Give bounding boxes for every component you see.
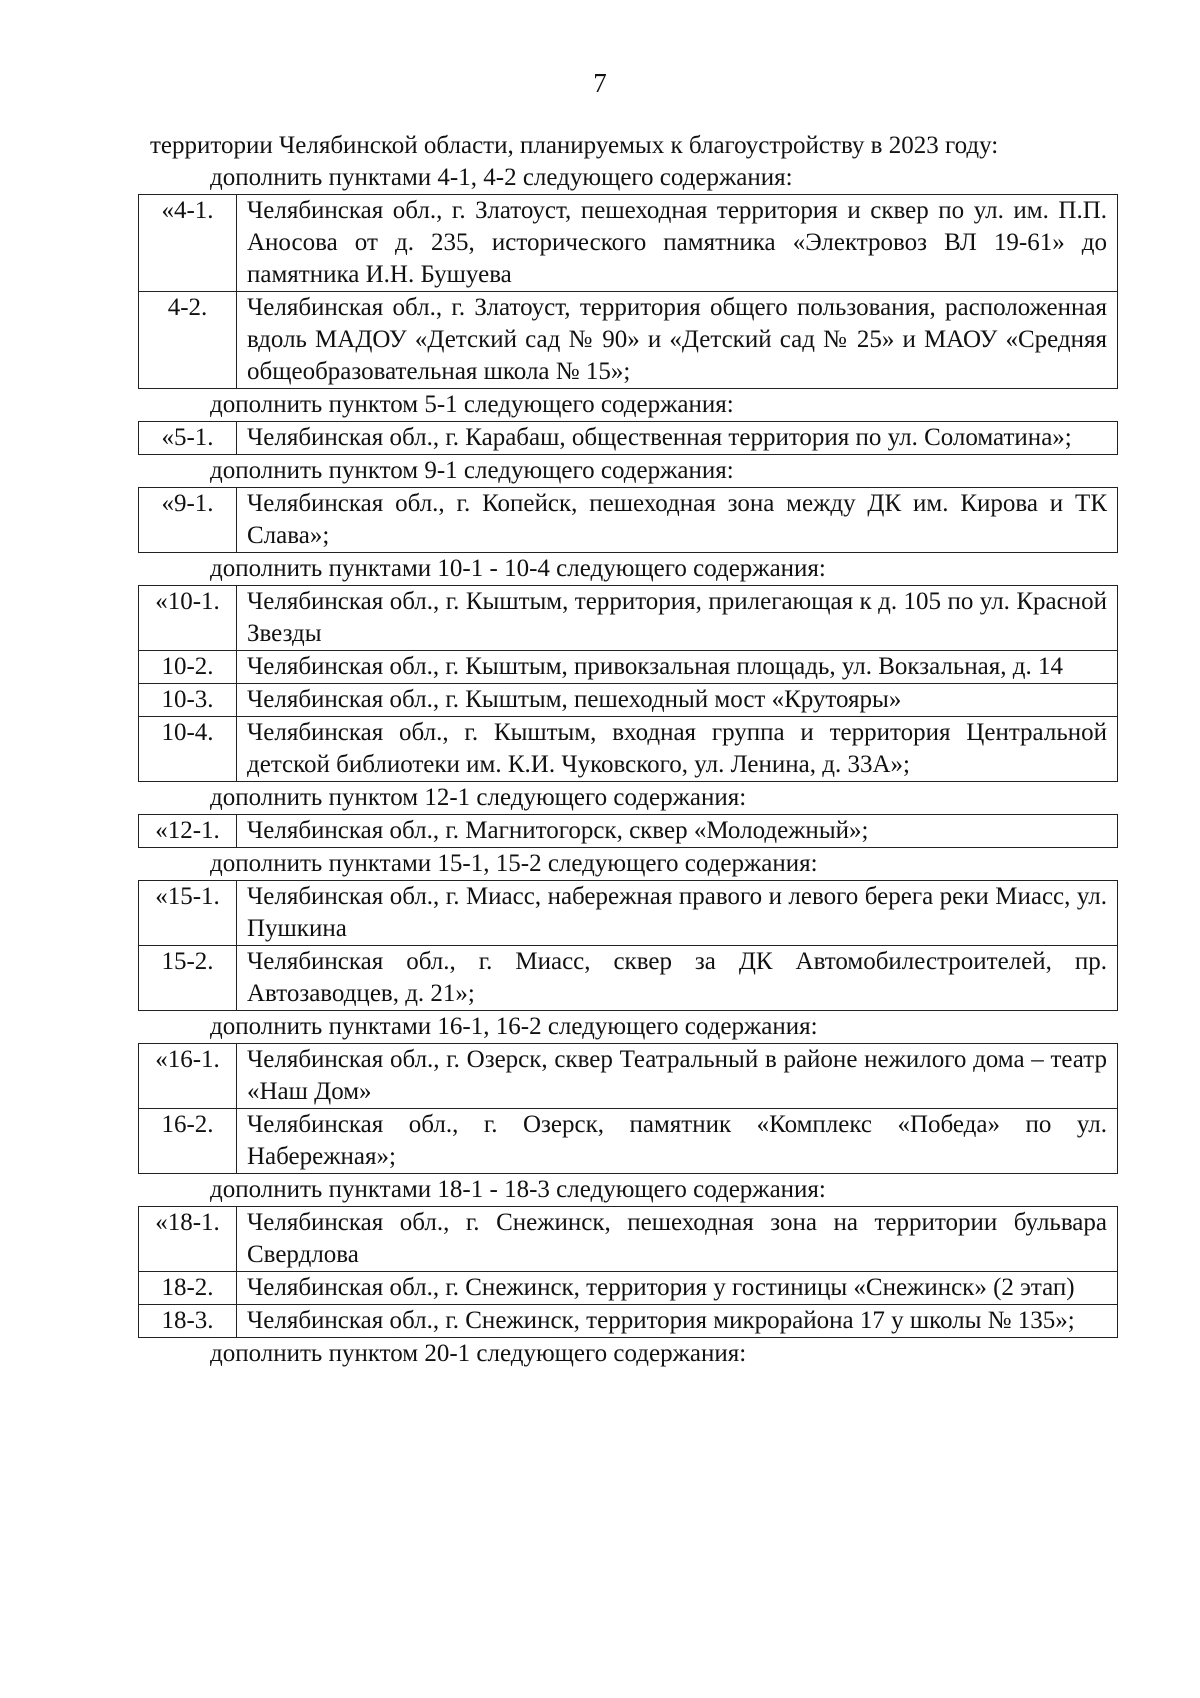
item-description: Челябинская обл., г. Златоуст, пешеходная территория и сквер по ул. им. П.П. Аносова от д. 235, исторического памятника «Электровоз ВЛ 19-61» до памятника И.Н. Бушуева [237,195,1118,292]
table-row [139,815,1118,848]
item-description: Челябинская обл., г. Миасс, сквер за ДК Автомобилестроителей, пр. Автозаводцев, д. 21»; [237,946,1118,1011]
item-description: Челябинская обл., г. Снежинск, пешеходная зона на территории бульвара Свердлова [237,1207,1118,1272]
table-row [139,586,1118,651]
item-description: Челябинская обл., г. Кыштым, входная группа и территория Центральной детской библиотеки им. К.И. Чуковского, ул. Ленина, д. 33А»; [237,717,1118,782]
item-number: «10-1. [139,586,237,651]
table-row [139,1207,1118,1272]
item-number: 18-3. [139,1305,237,1338]
table-row [139,717,1118,782]
amendment-sections [138,162,1118,1370]
item-number: 4-2. [139,292,237,389]
item-number: «16-1. [139,1044,237,1109]
table-row [139,1109,1118,1174]
item-description: Челябинская обл., г. Озерск, сквер Театральный в районе нежилого дома – театр «Наш Дом» [237,1044,1118,1109]
item-description: Челябинская обл., г. Озерск, памятник «Комплекс «Победа» по ул. Набережная»; [237,1109,1118,1174]
item-number: 18-2. [139,1272,237,1305]
item-description: Челябинская обл., г. Кыштым, пешеходный мост «Крутояры» [237,684,1118,717]
table-row [139,422,1118,455]
amendment-instruction: дополнить пунктами 16-1, 16-2 следующего содержания: [210,1013,818,1040]
table-row [139,1044,1118,1109]
item-number: 15-2. [139,946,237,1011]
table-row [139,1305,1118,1338]
items-table [138,1206,1118,1338]
item-number: «15-1. [139,881,237,946]
items-table [138,585,1118,782]
item-description: Челябинская обл., г. Снежинск, территория микрорайона 17 у школы № 135»; [237,1305,1118,1338]
page-number: 7 [593,68,607,98]
amendment-instruction: дополнить пунктом 12-1 следующего содержания: [210,784,747,811]
table-row [139,881,1118,946]
item-number: 16-2. [139,1109,237,1174]
item-number: 10-4. [139,717,237,782]
table-row [139,946,1118,1011]
items-table [138,814,1118,848]
item-description: Челябинская обл., г. Златоуст, территория общего пользования, расположенная вдоль МАДОУ «Детский сад № 90» и «Детский сад № 25» и МАОУ «Средняя общеобразовательная школа № 15»; [237,292,1118,389]
amendment-instruction: дополнить пунктами 18-1 - 18-3 следующего содержания: [210,1176,826,1203]
amendment-instruction: дополнить пунктом 5-1 следующего содержания: [210,391,734,418]
item-description: Челябинская обл., г. Кыштым, территория, прилегающая к д. 105 по ул. Красной Звезды [237,586,1118,651]
items-table [138,1043,1118,1174]
amendment-instruction: дополнить пунктами 15-1, 15-2 следующего содержания: [210,850,818,877]
amendment-instruction: дополнить пунктами 4-1, 4-2 следующего содержания: [210,164,793,191]
item-number: 10-2. [139,651,237,684]
document-body [138,130,1118,1370]
items-table [138,194,1118,389]
amendment-instruction: дополнить пунктами 10-1 - 10-4 следующего содержания: [210,555,826,582]
item-description: Челябинская обл., г. Кыштым, привокзальная площадь, ул. Вокзальная, д. 14 [237,651,1118,684]
intro-line: территории Челябинской области, планируемых к благоустройству в 2023 году: [150,132,999,159]
items-table [138,880,1118,1011]
item-description: Челябинская обл., г. Карабаш, общественная территория по ул. Соломатина»; [237,422,1118,455]
items-table [138,421,1118,455]
table-row [139,651,1118,684]
item-number: «5-1. [139,422,237,455]
item-number: «18-1. [139,1207,237,1272]
table-row [139,684,1118,717]
amendment-instruction: дополнить пунктом 20-1 следующего содержания: [210,1340,747,1367]
item-description: Челябинская обл., г. Магнитогорск, сквер «Молодежный»; [237,815,1118,848]
table-row [139,195,1118,292]
item-description: Челябинская обл., г. Миасс, набережная правого и левого берега реки Миасс, ул. Пушкина [237,881,1118,946]
item-number: «4-1. [139,195,237,292]
table-row [139,488,1118,553]
table-row [139,1272,1118,1305]
item-number: «12-1. [139,815,237,848]
items-table [138,487,1118,553]
item-description: Челябинская обл., г. Копейск, пешеходная зона между ДК им. Кирова и ТК Слава»; [237,488,1118,553]
item-number: «9-1. [139,488,237,553]
item-description: Челябинская обл., г. Снежинск, территория у гостиницы «Снежинск» (2 этап) [237,1272,1118,1305]
table-row [139,292,1118,389]
item-number: 10-3. [139,684,237,717]
amendment-instruction: дополнить пунктом 9-1 следующего содержания: [210,457,734,484]
